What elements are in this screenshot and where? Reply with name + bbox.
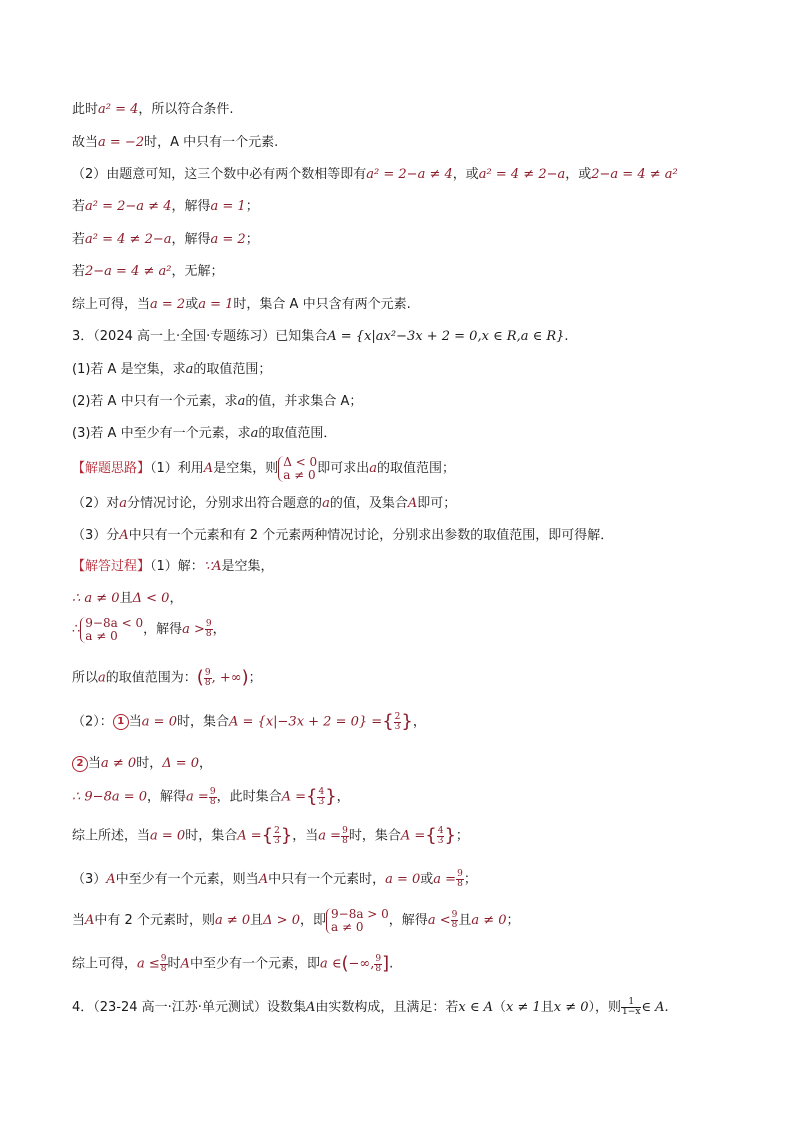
text-line: 若2−a = 4 ≠ a²，无解； — [72, 264, 224, 279]
text-line: （2）对a分情况讨论，分别求出符合题意的a的值，及集合A即可； — [72, 496, 457, 511]
text-line: （3）分A中只有一个元素和有 2 个元素两种情况讨论，分别求出参数的取值范围，即可得解． — [72, 528, 614, 543]
text-line: 综上所述，当a = 0时，集合A ={ $\frac{2}{3}$ }，当a = $\frac{9}{8}$ 时，集合A ={ $\frac{4}{3}$ }； — [72, 825, 469, 846]
text-line: 2 当a ≠ 0时，Δ = 0， — [72, 755, 212, 773]
text-line: （2）由题意可知，这三个数中必有两个数相等即有a² = 2−a ≠ 4，或a² = 4 ≠ 2−a，或2−a = 4 ≠ a² — [72, 167, 678, 182]
text-line: ∴ a ≠ 0且Δ < 0， — [72, 591, 183, 606]
text-line: (3)若 A 中至少有一个元素，求a的取值范围． — [72, 426, 337, 441]
text-line: （2）： 1 当a = 0时，集合A = {x|−3x + 2 = 0} ={ $\frac{2}{3}$ }， — [72, 711, 426, 732]
text-line: 综上可得，a ≤ $\frac{9}{8}$ 时A中至少有一个元素，即a ∈(−∞, $\frac{9}{8}$ ]. — [72, 953, 394, 974]
problem-3-title: 3．（2024 高一上·全国·专题练习）已知集合A = {x|ax²−3x + 2 = 0,x ∈ R,a ∈ R}. — [72, 329, 569, 344]
text-line: 综上可得，当a = 2或a = 1时，集合 A 中只含有两个元素. — [72, 297, 411, 312]
solution-process: 【解答过程】（1）解：∵A是空集， — [72, 559, 274, 574]
problem-4-title: 4．（23-24 高一·江苏·单元测试）设数集A由实数构成，且满足：若x ∈ A（x ≠ 1且x ≠ 0），则 $\frac{1}{1-x}$ ∈ A. — [72, 997, 669, 1017]
text-line: 此时a² = 4，所以符合条件. — [72, 102, 234, 117]
text-line: ∴ 9−8a = 0，解得a = $\frac{9}{8}$ ，此时集合A ={ $\frac{4}{3}$ }， — [72, 786, 350, 807]
solution-idea: 【解题思路】（1）利用A是空集，则 Δ < 0 a ≠ 0 即可求出a的取值范围； — [72, 454, 455, 482]
text-line: （3）A中至少有一个元素，则当A中只有一个元素时，a = 0或a = $\frac{9}{8}$ ； — [72, 869, 477, 889]
text-line: (2)若 A 中只有一个元素，求a的值，并求集合 A； — [72, 394, 363, 409]
text-line: 若a² = 2−a ≠ 4，解得a = 1； — [72, 199, 259, 214]
text-line: (1)若 A 是空集，求a的取值范围； — [72, 362, 272, 377]
text-line: 所以a的取值范围为：( $\frac{9}{8}$ , +∞)； — [72, 667, 262, 688]
text-line: 当A中有 2 个元素时，则a ≠ 0且Δ > 0，即 9−8a > 0 a ≠ 0 ，解得a < $\frac{9}{8}$ 且a ≠ 0； — [72, 906, 520, 934]
text-line: 若a² = 4 ≠ 2−a，解得a = 2； — [72, 232, 259, 247]
text-line: 故当a = −2时，A 中只有一个元素. — [72, 135, 279, 150]
text-line: ∴ 9−8a < 0 a ≠ 0 ，解得a > $\frac{9}{8}$ ， — [72, 615, 226, 643]
